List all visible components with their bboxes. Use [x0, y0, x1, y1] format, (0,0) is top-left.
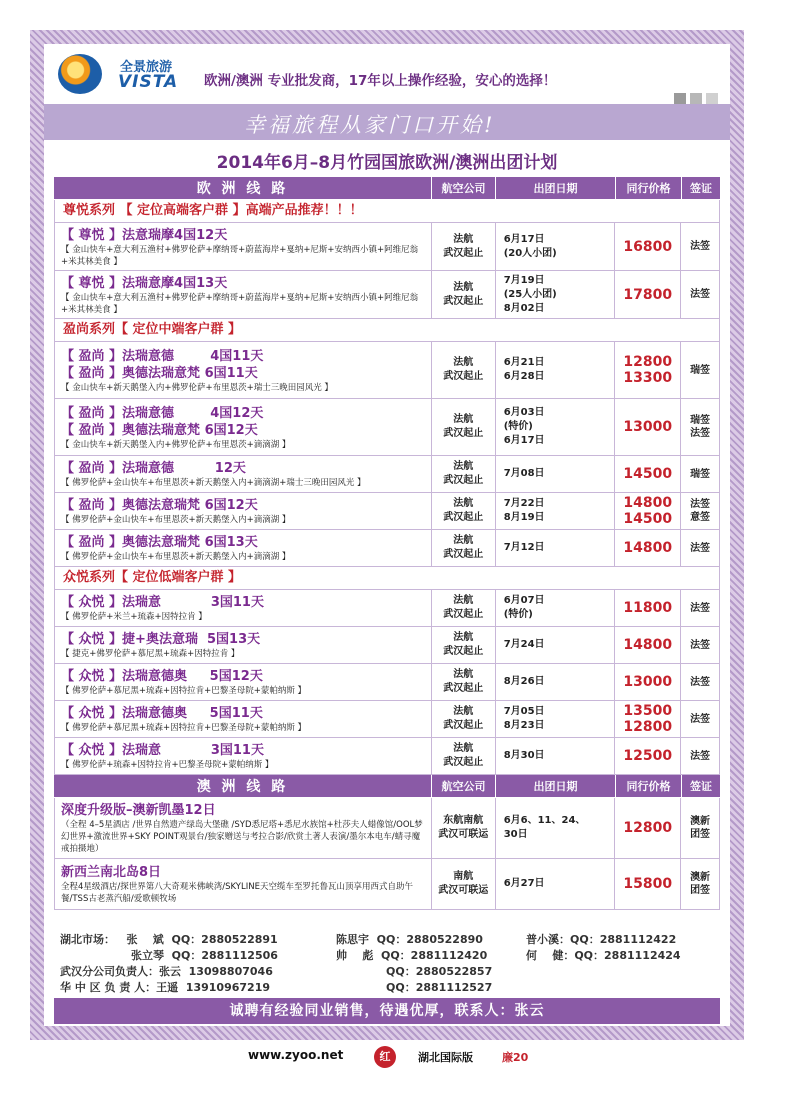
visa-cell — [681, 271, 719, 318]
airline-line: 法航 — [453, 632, 474, 643]
date-line: 8月23日 — [503, 720, 545, 731]
departure-dates-cell — [496, 456, 616, 492]
route-info — [55, 590, 432, 626]
date-line: 30日 — [503, 829, 528, 840]
red-badge-icon: 红 — [374, 1046, 396, 1068]
airline-line: 武汉起止 — [443, 646, 484, 657]
australia-header-price: 同行价格 — [616, 775, 682, 797]
route-description: 【 金山快车+新天鹅堡入内+佛罗伦萨+布里恩茨+瑞士三晚田园风光 】 — [61, 382, 333, 393]
europe-header-line: 欧 洲 线 路 — [54, 177, 432, 199]
route-title — [61, 405, 427, 439]
date-line: 6月21日 — [503, 357, 545, 368]
route-description: 【 金山快车+新天鹅堡入内+佛罗伦萨+布里恩茨+滴滴湖 】 — [61, 439, 291, 450]
visa-cell — [681, 590, 719, 626]
visa-cell — [681, 223, 719, 270]
airline-line: 法航 — [453, 535, 474, 546]
date-line: 7月12日 — [503, 542, 545, 553]
route-title-line: 【 尊悦 】法瑞意摩4国13天 — [61, 275, 228, 291]
visa-line: 法签 — [690, 639, 711, 651]
airline-line: 武汉起止 — [443, 549, 484, 560]
series-heading: 盈尚系列【 定位中端客户群 】 — [54, 319, 720, 342]
airline-line: 法航 — [453, 498, 474, 509]
contact-zhangliqin: 张立琴 QQ：2881112506 — [131, 949, 278, 962]
route-title — [61, 631, 427, 648]
route-title-line: 【 众悦 】捷+奥法意瑞 5国13天 — [61, 632, 261, 647]
vista-globe-icon — [58, 54, 102, 94]
route-row — [54, 399, 720, 456]
date-line: 8月19日 — [503, 512, 545, 523]
airline-line: 法航 — [453, 233, 474, 245]
visa-cell — [681, 627, 719, 663]
airline-cell — [432, 590, 496, 626]
departure-dates-cell — [496, 223, 616, 270]
australia-table-header — [54, 775, 720, 798]
route-row — [54, 701, 720, 738]
date-line: 7月24日 — [503, 639, 545, 650]
visa-cell — [681, 798, 719, 858]
route-title-line: 【 众悦 】法瑞意德奥 5国12天 — [61, 669, 263, 684]
departure-dates-cell — [496, 530, 616, 566]
visa-cell — [681, 701, 719, 737]
route-row — [54, 493, 720, 530]
airline-line: 法航 — [453, 669, 474, 680]
route-title-line: 【 众悦 】法瑞意 3国11天 — [61, 595, 264, 610]
route-title-line: 【 盈尚 】奥德法瑞意梵 6国12天 — [61, 422, 258, 438]
contact-hejian: 何 健：QQ：2881112424 — [526, 949, 681, 962]
route-title-line: 【 盈尚 】奥德法意瑞梵 6国12天 — [61, 498, 258, 513]
visa-cell — [681, 342, 719, 398]
route-description: 【 佛罗伦萨+琉森+因特拉肯+巴黎圣母院+蒙帕纳斯 】 — [61, 760, 274, 770]
price-cell — [615, 859, 681, 909]
airline-line: 武汉起止 — [443, 720, 484, 731]
price-line: 13000 — [623, 674, 673, 690]
price-line: 12800 — [623, 719, 673, 735]
route-title-line: 深度升级版–澳新凯墨12日 — [61, 803, 216, 818]
airline-line: 法航 — [453, 461, 474, 472]
europe-header-airline: 航空公司 — [432, 177, 496, 199]
price-cell — [615, 738, 681, 774]
page-number: 廉20 — [502, 1051, 529, 1064]
price-cell — [615, 456, 681, 492]
price-line: 12800 — [623, 820, 673, 836]
airline-cell — [432, 530, 496, 566]
contact-wuhan-qq: QQ：2880522857 — [386, 965, 493, 978]
airline-line: 武汉起止 — [443, 757, 484, 768]
departure-dates-cell — [496, 738, 616, 774]
date-line: 7月22日 — [503, 498, 545, 509]
series-heading: 众悦系列【 定位低端客户群 】 — [54, 567, 720, 590]
route-info — [55, 530, 432, 566]
price-line: 14800 — [623, 540, 673, 556]
route-title — [61, 497, 427, 514]
visa-line: 法签 — [690, 676, 711, 688]
route-description: （全程 4–5星酒店 /世界自然遗产绿岛大堡礁 /SYD悉尼塔+悉尼水族馆+杜莎夫人蜡像馆/OOL梦幻世界+激流世界+SKY POINT观景台/独家赠送与考拉合影/欣赏土著人表演/墨尔本电车/蜻寻魔戒拍摄地） — [61, 820, 423, 854]
date-line: 8月30日 — [503, 750, 545, 761]
contact-central-qq: QQ：2881112527 — [386, 981, 493, 994]
route-row — [54, 342, 720, 399]
route-info — [55, 664, 432, 700]
airline-line: 武汉起止 — [443, 609, 484, 620]
route-title — [61, 864, 427, 881]
route-row — [54, 271, 720, 319]
route-title — [61, 275, 427, 292]
price-line: 12500 — [623, 748, 673, 764]
airline-line: 法航 — [453, 414, 474, 425]
visa-cell — [681, 530, 719, 566]
visa-cell — [681, 859, 719, 909]
date-line: 8月26日 — [503, 676, 545, 687]
departure-dates-cell — [496, 590, 616, 626]
airline-line: 武汉起止 — [443, 247, 484, 259]
edition-label: 湖北国际版 — [418, 1051, 473, 1064]
airline-cell — [432, 342, 496, 398]
route-row — [54, 627, 720, 664]
route-title-line: 【 盈尚 】法瑞意德 4国11天 — [61, 348, 264, 364]
australia-header-airline: 航空公司 — [432, 775, 496, 797]
route-info — [55, 493, 432, 529]
visa-line: 瑞签 — [690, 468, 711, 480]
route-description: 全程4星级酒店/探世界第八大奇观米佛峡湾/SKYLINE天空缆车至罗托鲁瓦山顶享用西式自助午餐/TSS古老蒸汽船/爱歌顿牧场 — [61, 882, 413, 904]
route-info — [55, 859, 432, 909]
contact-shuaibiao: 帅 彪 QQ：2881112420 — [336, 949, 488, 962]
price-line: 13000 — [623, 419, 673, 435]
visa-line: 瑞签 — [690, 415, 711, 426]
date-line: 7月19日 — [503, 274, 545, 286]
contact-puxiaoxi: 普小溪：QQ：2881112422 — [526, 933, 677, 946]
price-line: 14800 — [623, 495, 673, 511]
route-title — [61, 460, 427, 477]
visa-cell — [681, 738, 719, 774]
departure-dates-cell — [496, 342, 616, 398]
route-title — [61, 802, 427, 819]
date-line: 6月03日 — [503, 407, 545, 418]
route-row — [54, 590, 720, 627]
airline-line: 南航 — [453, 871, 474, 882]
slogan-banner — [44, 104, 730, 140]
logo-name-cn: 全景旅游 — [120, 60, 173, 75]
airline-cell — [432, 701, 496, 737]
airline-cell — [432, 456, 496, 492]
route-title-line: 新西兰南北岛8日 — [61, 865, 162, 880]
price-cell — [615, 493, 681, 529]
airline-line: 法航 — [453, 743, 474, 754]
visa-line: 法签 — [690, 289, 711, 300]
route-description: 【 佛罗伦萨+金山快车+布里恩茨+新天鹅堡入内+滴滴湖+瑞士三晚田园风光 】 — [61, 478, 366, 488]
airline-line: 武汉可联运 — [438, 885, 489, 896]
visa-line: 澳新 — [690, 816, 711, 827]
website-link[interactable]: www.zyoo.net — [248, 1048, 344, 1062]
route-info — [55, 271, 432, 318]
departure-dates-cell — [496, 271, 616, 318]
date-line: 6月6、11、24、 — [503, 815, 586, 826]
date-line: 7月05日 — [503, 706, 545, 717]
route-info — [55, 701, 432, 737]
contact-zhangbin: 湖北市场： 张 斌 QQ：2880522891 — [60, 933, 278, 946]
visa-line: 法签 — [690, 499, 711, 510]
route-row — [54, 456, 720, 493]
price-cell — [615, 798, 681, 858]
australia-header-visa: 签证 — [690, 780, 712, 793]
europe-header-date: 出团日期 — [496, 177, 616, 199]
route-row — [54, 798, 720, 859]
airline-line: 武汉起止 — [443, 371, 484, 382]
page-title: 2014年6月–8月竹园国旅欧洲/澳洲出团计划 — [216, 153, 558, 173]
route-title-line: 【 盈尚 】法瑞意德 12天 — [61, 461, 246, 476]
route-title-line: 【 盈尚 】法瑞意德 4国12天 — [61, 405, 264, 421]
route-title-line: 【 尊悦 】法意瑞摩4国12天 — [61, 227, 228, 243]
airline-cell — [432, 399, 496, 455]
europe-table-header — [54, 177, 720, 200]
visa-cell — [681, 664, 719, 700]
footer — [0, 1046, 800, 1070]
price-cell — [615, 530, 681, 566]
header-slogan: 欧洲/澳洲 专业批发商，17年以上操作经验，安心的选择！ — [204, 73, 557, 89]
airline-line: 法航 — [453, 357, 474, 368]
airline-line: 武汉起止 — [443, 428, 484, 439]
airline-line: 武汉可联运 — [438, 829, 489, 840]
price-line: 13300 — [623, 370, 673, 386]
price-line: 16800 — [623, 238, 673, 255]
route-title — [61, 705, 427, 722]
route-title — [61, 534, 427, 551]
route-description: 【 佛罗伦萨+米兰+琉森+因特拉肯 】 — [61, 612, 207, 622]
route-title-line: 【 众悦 】法瑞意德奥 5国11天 — [61, 706, 263, 721]
date-line: 7月08日 — [503, 468, 545, 479]
route-title — [61, 227, 427, 244]
price-line: 13500 — [623, 703, 673, 719]
price-cell — [615, 342, 681, 398]
route-description: 【 佛罗伦萨+金山快车+布里恩茨+新天鹅堡入内+滴滴湖 】 — [61, 552, 291, 562]
price-cell — [615, 627, 681, 663]
airline-cell — [432, 859, 496, 909]
departure-dates-cell — [496, 627, 616, 663]
date-line: (20人小团) — [503, 247, 557, 259]
europe-header-visa: 签证 — [690, 182, 712, 195]
airline-line: 法航 — [453, 281, 474, 293]
date-line: 6月27日 — [503, 878, 545, 889]
airline-line: 武汉起止 — [443, 683, 484, 694]
visa-cell — [681, 456, 719, 492]
airline-cell — [432, 493, 496, 529]
date-line: 6月28日 — [503, 371, 545, 382]
price-line: 14800 — [623, 637, 673, 653]
price-line: 11800 — [623, 600, 673, 616]
visa-cell — [681, 399, 719, 455]
visa-line: 澳新 — [690, 872, 711, 883]
departure-dates-cell — [496, 701, 616, 737]
date-line: 8月02日 — [503, 302, 545, 314]
price-line: 14500 — [623, 511, 673, 527]
price-line: 17800 — [623, 286, 673, 303]
route-title — [61, 668, 427, 685]
contact-central-manager: 华 中 区 负 责 人：王遥 13910967219 — [60, 981, 270, 994]
airline-line: 武汉起止 — [443, 475, 484, 486]
route-title — [61, 742, 427, 759]
contact-chensiyu: 陈思宇 QQ：2880522890 — [336, 933, 483, 946]
visa-line: 法签 — [690, 602, 711, 614]
airline-cell — [432, 627, 496, 663]
airline-cell — [432, 664, 496, 700]
airline-line: 武汉起止 — [443, 295, 484, 307]
date-line: 6月17日 — [503, 233, 545, 245]
route-description: 【 金山快车+意大利五渔村+佛罗伦萨+摩纳哥+蔚蓝海岸+戛纳+尼斯+安纳西小镇+阿维尼翁+米其林美食 】 — [61, 244, 419, 267]
price-line: 15800 — [623, 876, 673, 892]
route-description: 【 金山快车+意大利五渔村+佛罗伦萨+摩纳哥+蔚蓝海岸+戛纳+尼斯+安纳西小镇+阿维尼翁+米其林美食 】 — [61, 292, 419, 315]
route-title — [61, 348, 427, 382]
tour-schedule-table — [54, 177, 720, 910]
australia-header-line: 澳 洲 线 路 — [54, 775, 432, 797]
date-line: 6月07日 — [503, 595, 545, 606]
visa-line: 意签 — [690, 512, 711, 523]
departure-dates-cell — [496, 798, 616, 858]
airline-line: 法航 — [453, 706, 474, 717]
series-heading: 尊悦系列 【 定位高端客户群 】高端产品推荐！！！ — [54, 200, 720, 223]
visa-line: 团签 — [690, 829, 711, 840]
visa-line: 法签 — [690, 750, 711, 762]
price-cell — [615, 223, 681, 270]
date-line: 6月17日 — [503, 435, 545, 446]
route-row — [54, 223, 720, 271]
airline-line: 东航南航 — [443, 815, 484, 826]
visa-line: 法签 — [690, 713, 711, 725]
route-title-line: 【 众悦 】法瑞意 3国11天 — [61, 743, 264, 758]
price-line: 14500 — [623, 466, 673, 482]
route-info — [55, 627, 432, 663]
europe-header-price: 同行价格 — [616, 177, 682, 199]
route-description: 【 佛罗伦萨+慕尼黑+琉森+因特拉肯+巴黎圣母院+蒙帕纳斯 】 — [61, 723, 307, 733]
logo-name-en: VISTA — [118, 72, 179, 92]
route-row — [54, 738, 720, 775]
route-info — [55, 456, 432, 492]
price-cell — [615, 664, 681, 700]
airline-cell — [432, 798, 496, 858]
airline-line: 法航 — [453, 595, 474, 606]
visa-line: 法签 — [690, 241, 711, 252]
airline-cell — [432, 738, 496, 774]
route-description: 【 佛罗伦萨+金山快车+布里恩茨+新天鹅堡入内+滴滴湖 】 — [61, 515, 291, 525]
contact-wuhan-manager: 武汉分公司负责人：张云 13098807046 — [60, 965, 273, 978]
route-title-line: 【 盈尚 】奥德法意瑞梵 6国13天 — [61, 535, 258, 550]
route-info — [55, 342, 432, 398]
departure-dates-cell — [496, 664, 616, 700]
route-description: 【 佛罗伦萨+慕尼黑+琉森+因特拉肯+巴黎圣母院+蒙帕纳斯 】 — [61, 686, 307, 696]
price-cell — [615, 590, 681, 626]
route-info — [55, 399, 432, 455]
route-title — [61, 594, 427, 611]
departure-dates-cell — [496, 399, 616, 455]
route-row — [54, 530, 720, 567]
date-line: (特价) — [503, 421, 533, 432]
banner-text: 幸福旅程从家门口开始! — [244, 113, 496, 137]
date-line: (25人小团) — [503, 288, 557, 300]
price-cell — [615, 701, 681, 737]
price-line: 12800 — [623, 354, 673, 370]
recruitment-banner: 诚聘有经验同业销售，待遇优厚，联系人：张云 — [54, 998, 720, 1024]
airline-cell — [432, 271, 496, 318]
route-info — [55, 798, 432, 858]
airline-cell — [432, 223, 496, 270]
route-info — [55, 223, 432, 270]
visa-line: 法签 — [690, 428, 711, 439]
price-cell — [615, 399, 681, 455]
route-info — [55, 738, 432, 774]
visa-line: 瑞签 — [690, 364, 711, 376]
visa-cell — [681, 493, 719, 529]
visa-line: 团签 — [690, 885, 711, 896]
departure-dates-cell — [496, 493, 616, 529]
date-line: (特价) — [503, 609, 533, 620]
australia-header-date: 出团日期 — [496, 775, 616, 797]
airline-line: 武汉起止 — [443, 512, 484, 523]
route-row — [54, 859, 720, 910]
route-row — [54, 664, 720, 701]
contact-list — [54, 932, 720, 996]
price-cell — [615, 271, 681, 318]
route-description: 【 捷克+佛罗伦萨+慕尼黑+琉森+因特拉肯 】 — [61, 649, 240, 659]
visa-line: 法签 — [690, 542, 711, 554]
header — [44, 44, 730, 104]
route-title-line: 【 盈尚 】奥德法瑞意梵 6国11天 — [61, 365, 258, 381]
departure-dates-cell — [496, 859, 616, 909]
